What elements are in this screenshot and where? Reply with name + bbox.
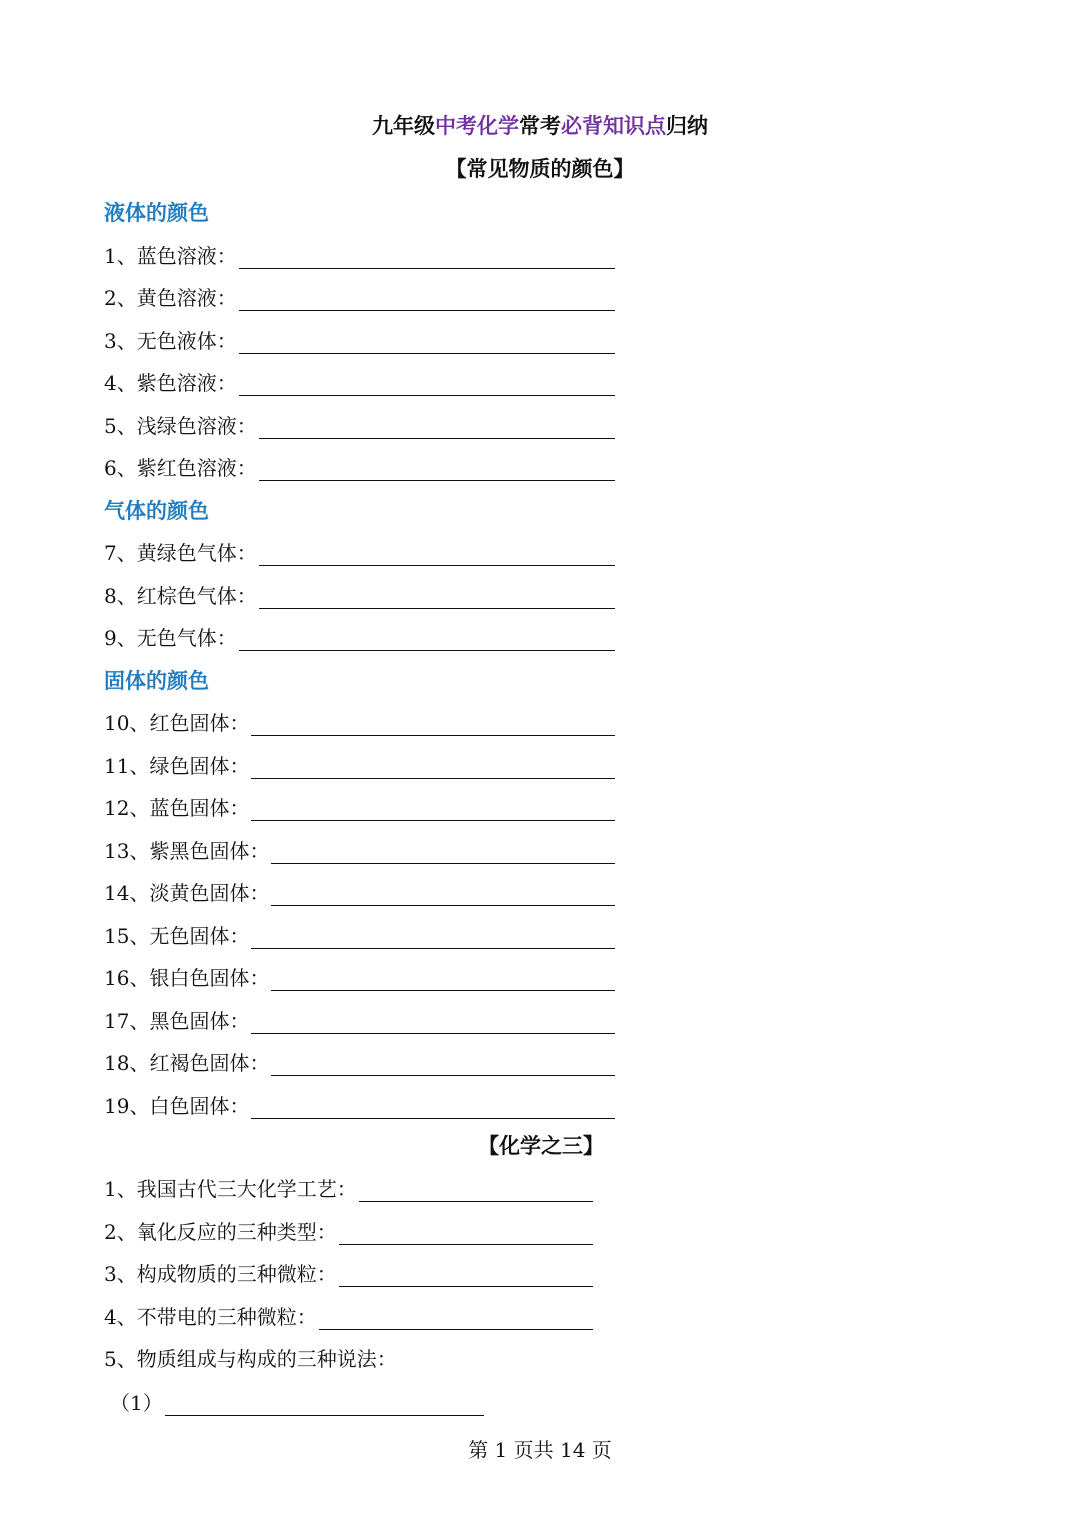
answer-blank[interactable]: [259, 416, 615, 439]
title-part-1: 九年级: [372, 113, 435, 138]
fill-in-line: [104, 750, 615, 779]
question-label: 19、白色固体：: [104, 1093, 250, 1118]
title-part-5: 归纳: [666, 113, 708, 138]
answer-blank[interactable]: [271, 1053, 615, 1076]
fill-in-line: [104, 580, 615, 609]
question-label: 17、黑色固体：: [104, 1008, 250, 1033]
fill-in-line: [110, 1387, 484, 1416]
question-label: 6、紫红色溶液：: [104, 456, 257, 480]
question-label: 2、氧化反应的三种类型：: [104, 1219, 337, 1244]
answer-blank[interactable]: [339, 1264, 593, 1287]
answer-blank[interactable]: [239, 288, 615, 311]
answer-blank[interactable]: [239, 373, 615, 396]
answer-blank[interactable]: [239, 628, 615, 651]
answer-blank[interactable]: [251, 713, 615, 736]
question-label: 9、无色气体：: [104, 626, 237, 650]
fill-in-line: [104, 622, 615, 651]
question-label: 18、红褐色固体：: [104, 1051, 270, 1075]
page-title: [0, 110, 1080, 140]
answer-blank[interactable]: [251, 926, 615, 949]
answer-blank[interactable]: [271, 841, 615, 864]
title-part-3: 常考: [519, 113, 561, 138]
question-label: 5、浅绿色溶液：: [104, 413, 257, 438]
answer-blank[interactable]: [259, 543, 615, 566]
fill-in-line: [104, 1301, 593, 1330]
fill-in-line: [104, 1258, 593, 1287]
question-label: 13、紫黑色固体：: [104, 838, 270, 863]
fill-in-line: [104, 1047, 615, 1076]
question-label: 16、银白色固体：: [104, 966, 270, 990]
section-heading: 液体的颜色: [104, 200, 209, 225]
answer-blank[interactable]: [359, 1179, 593, 1202]
answer-blank[interactable]: [251, 1096, 615, 1119]
question-label: 14、淡黄色固体：: [104, 881, 270, 905]
answer-blank[interactable]: [259, 458, 615, 481]
section-heading: 气体的颜色: [104, 497, 209, 523]
question-label: 7、黄绿色气体：: [104, 541, 257, 565]
answer-blank[interactable]: [251, 798, 615, 821]
question-label: 1、蓝色溶液：: [104, 243, 237, 268]
answer-blank[interactable]: [271, 883, 615, 906]
question-label: 11、绿色固体：: [104, 753, 250, 778]
fill-in-line: [104, 835, 615, 864]
section-two-heading: 【化学之三】: [478, 1133, 604, 1158]
fill-in-line: [104, 367, 615, 396]
answer-blank[interactable]: [251, 1011, 615, 1034]
page-footer: 第 1 页共 14 页: [468, 1438, 612, 1462]
question-label: 5、物质组成与构成的三种说法：: [104, 1347, 397, 1371]
question-label: 1、我国古代三大化学工艺：: [104, 1177, 357, 1201]
answer-blank[interactable]: [165, 1393, 484, 1416]
question-label: 15、无色固体：: [104, 923, 250, 948]
fill-in-line: [104, 240, 615, 269]
fill-in-line: [104, 325, 615, 354]
fill-in-line: [104, 1090, 615, 1119]
answer-blank[interactable]: [259, 586, 615, 609]
fill-in-line: [104, 920, 615, 949]
answer-blank[interactable]: [319, 1307, 593, 1330]
fill-in-line: [104, 452, 615, 481]
fill-in-line: [104, 707, 615, 736]
fill-in-line: [104, 1173, 593, 1202]
question-label: 4、紫色溶液：: [104, 371, 237, 395]
section-main-heading: 【常见物质的颜色】: [445, 156, 635, 181]
question-label: （1）: [110, 1390, 163, 1415]
fill-in-line: [104, 537, 615, 566]
title-part-4: 必背知识点: [561, 113, 666, 138]
answer-blank[interactable]: [339, 1222, 593, 1245]
question-label: 3、构成物质的三种微粒：: [104, 1262, 337, 1286]
question-label: 12、蓝色固体：: [104, 796, 250, 820]
question-label: 8、红棕色气体：: [104, 583, 257, 608]
question-label: 2、黄色溶液：: [104, 286, 237, 310]
question-label: 3、无色液体：: [104, 328, 237, 353]
question-line: [104, 1343, 397, 1372]
answer-blank[interactable]: [251, 756, 615, 779]
fill-in-line: [104, 792, 615, 821]
question-label: 4、不带电的三种微粒：: [104, 1304, 317, 1329]
fill-in-line: [104, 1005, 615, 1034]
question-label: 10、红色固体：: [104, 711, 250, 735]
fill-in-line: [104, 962, 615, 991]
fill-in-line: [104, 282, 615, 311]
title-part-2: 中考化学: [435, 113, 519, 138]
answer-blank[interactable]: [239, 331, 615, 354]
answer-blank[interactable]: [239, 246, 615, 269]
fill-in-line: [104, 1216, 593, 1245]
answer-blank[interactable]: [271, 968, 615, 991]
section-heading: 固体的颜色: [104, 667, 209, 693]
fill-in-line: [104, 410, 615, 439]
fill-in-line: [104, 877, 615, 906]
